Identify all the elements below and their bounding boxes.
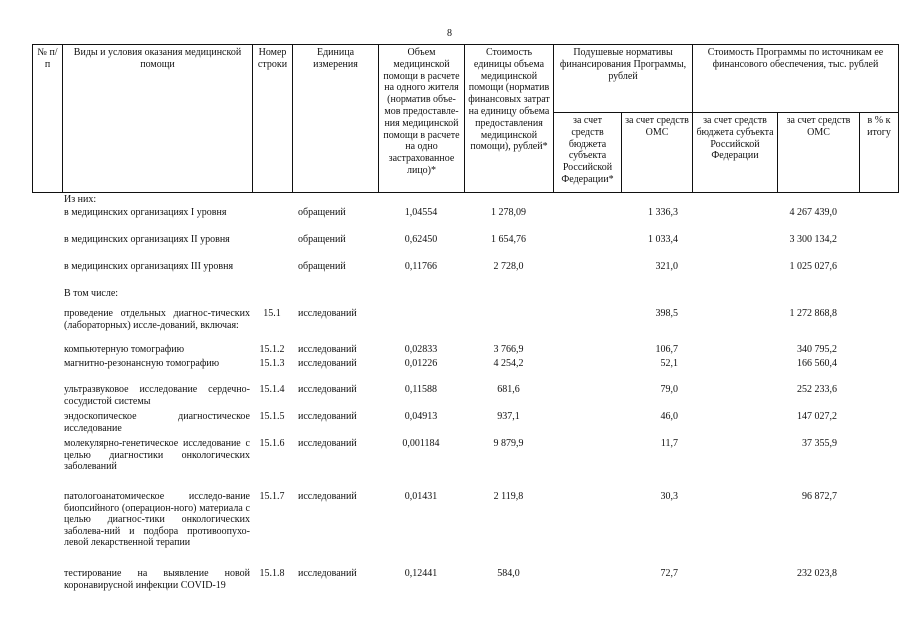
row-oms-norm: 52,1 (660, 358, 678, 369)
row-oms-norm: 72,7 (660, 568, 678, 579)
row-cost: 681,6 (497, 384, 520, 395)
row-line: 15.1.5 (259, 411, 285, 422)
row-line: 15.1.4 (259, 384, 285, 395)
table-row (32, 568, 898, 608)
row-oms-cost: 96 872,7 (802, 491, 837, 502)
row-oms-cost: 232 023,8 (797, 568, 837, 579)
row-oms-cost (777, 288, 859, 304)
row-line (252, 234, 292, 261)
row-oms-norm: 11,7 (660, 438, 678, 449)
row-volume: 0,11766 (404, 261, 438, 272)
header-number: № п/п (33, 45, 63, 193)
row-name: в медицинских организациях I уровня (64, 207, 227, 218)
header-unit-cost: Стоимость единицы объема медицинской помощи (норматив финансовых затрат на единицу объема предоставления медицинской помощи), рублей* (465, 45, 554, 193)
row-cost: 2 119,8 (493, 491, 524, 502)
row-volume (378, 194, 464, 207)
row-cost: 584,0 (497, 568, 520, 579)
row-line: 15.1 (263, 308, 281, 319)
row-line (252, 207, 292, 234)
row-oms-cost: 147 027,2 (797, 411, 837, 422)
subheader-oms-norm: за счет средств ОМС (622, 113, 693, 193)
table-body (32, 194, 898, 608)
table-row (32, 491, 898, 568)
row-oms-cost: 1 025 027,6 (789, 261, 837, 272)
row-name: патологоанатомическое исследо-вание биопсийного (операцион-ного) материала с целью диагнос-тики онкологических заболева-ний и подбора противоопухо-левой лекарственной терапии (64, 491, 250, 548)
table-row (32, 261, 898, 288)
row-name: Из них: (64, 194, 97, 205)
header-unit: Единица измерения (293, 45, 379, 193)
row-volume: 0,11588 (404, 384, 438, 395)
row-oms-norm (621, 194, 692, 207)
table-row (32, 344, 898, 358)
row-name: магнитно-резонансную томографию (64, 358, 220, 369)
row-unit: исследований (298, 491, 357, 502)
row-unit: обращений (298, 261, 346, 272)
row-line: 15.1.7 (259, 491, 285, 502)
row-line: 15.1.8 (259, 568, 285, 579)
row-name: ультразвуковое исследование сердечно-сосудистой системы (64, 384, 250, 407)
row-volume: 0,62450 (404, 234, 438, 245)
row-volume: 0,02833 (404, 344, 438, 355)
row-unit: исследований (298, 438, 357, 449)
row-unit: исследований (298, 344, 357, 355)
row-oms-norm (621, 288, 692, 304)
row-line: 15.1.2 (259, 344, 285, 355)
row-volume (378, 304, 464, 344)
table-row (32, 207, 898, 234)
row-oms-cost: 252 233,6 (797, 384, 837, 395)
row-volume: 0,01431 (404, 491, 438, 502)
row-name: эндоскопическое диагностическое исследование (64, 411, 250, 434)
row-volume (378, 288, 464, 304)
table-row (32, 288, 898, 304)
row-oms-norm: 30,3 (660, 491, 678, 502)
row-volume: 0,04913 (404, 411, 438, 422)
table-row (32, 384, 898, 411)
row-unit (292, 288, 378, 304)
row-oms-cost: 37 355,9 (802, 438, 837, 449)
row-name: тестирование на выявление новой коронавирусной инфекции COVID-19 (64, 568, 250, 591)
table-header (32, 44, 899, 193)
row-cost: 1 278,09 (491, 207, 526, 218)
table-row (32, 438, 898, 491)
header-program-cost: Стоимость Программы по источникам ее финансового обеспечения, тыс. рублей (693, 45, 899, 113)
row-cost: 1 654,76 (491, 234, 526, 245)
row-cost: 937,1 (497, 411, 520, 422)
header-volume: Объем медицинской помощи в расчете на одного жителя (норматив объе-мов предоставле-ния медицинской помощи в расчете на одно застрахованное лицо)* (379, 45, 465, 193)
row-unit: обращений (298, 234, 346, 245)
table-row (32, 411, 898, 438)
row-cost (464, 288, 553, 304)
row-name: молекулярно-генетическое исследование с целью диагностики онкологических заболеваний (64, 438, 250, 472)
page-number: 8 (447, 28, 452, 39)
row-unit: исследований (298, 308, 357, 319)
row-line: 15.1.6 (259, 438, 285, 449)
row-unit: исследований (298, 411, 357, 422)
row-oms-cost (777, 194, 859, 207)
row-oms-cost: 340 795,2 (797, 344, 837, 355)
row-unit: исследований (298, 358, 357, 369)
row-cost: 9 879,9 (493, 438, 524, 449)
row-oms-norm: 1 336,3 (648, 207, 678, 218)
subheader-percent-total: в % к итогу (860, 113, 899, 193)
row-cost (464, 194, 553, 207)
header-line-number: Номер строки (253, 45, 293, 193)
row-oms-norm: 46,0 (660, 411, 678, 422)
row-unit: обращений (298, 207, 346, 218)
row-oms-norm: 398,5 (655, 308, 678, 319)
row-oms-cost: 1 272 868,8 (789, 308, 837, 319)
table-row (32, 304, 898, 344)
row-oms-cost: 3 300 134,2 (789, 234, 837, 245)
row-volume: 0,001184 (402, 438, 440, 449)
row-oms-norm: 1 033,4 (648, 234, 678, 245)
row-cost: 4 254,2 (493, 358, 524, 369)
row-oms-norm: 79,0 (660, 384, 678, 395)
row-cost (464, 304, 553, 344)
row-oms-norm: 321,0 (655, 261, 678, 272)
header-care-type: Виды и условия оказания медицинской помощи (63, 45, 253, 193)
subheader-budget-norm: за счет средств бюджета субъекта Российской Федерации* (554, 113, 622, 193)
table-row (32, 194, 898, 207)
row-unit: исследований (298, 568, 357, 579)
row-unit: исследований (298, 384, 357, 395)
row-line: 15.1.3 (259, 358, 285, 369)
row-oms-cost: 4 267 439,0 (789, 207, 837, 218)
row-line (252, 194, 292, 207)
row-name: в медицинских организациях III уровня (64, 261, 234, 272)
row-name: компьютерную томографию (64, 344, 185, 355)
row-name: В том числе: (64, 288, 119, 299)
row-line (252, 261, 292, 288)
row-volume: 1,04554 (404, 207, 438, 218)
row-cost: 3 766,9 (493, 344, 524, 355)
subheader-budget-cost: за счет средств бюджета субъекта Российской Федерации (693, 113, 778, 193)
row-unit (292, 194, 378, 207)
table-row (32, 358, 898, 384)
table-row (32, 234, 898, 261)
row-oms-cost: 166 560,4 (797, 358, 837, 369)
row-cost: 2 728,0 (493, 261, 524, 272)
header-per-capita: Подушевые нормативы финансирования Программы, рублей (554, 45, 693, 113)
subheader-oms-cost: за счет средств ОМС (778, 113, 860, 193)
row-volume: 0,01226 (404, 358, 438, 369)
row-name: в медицинских организациях II уровня (64, 234, 230, 245)
row-line (252, 288, 292, 304)
row-name: проведение отдельных диагнос-тических (лабораторных) иссле-дований, включая: (64, 308, 250, 331)
row-volume: 0,12441 (404, 568, 438, 579)
row-oms-norm: 106,7 (655, 344, 678, 355)
